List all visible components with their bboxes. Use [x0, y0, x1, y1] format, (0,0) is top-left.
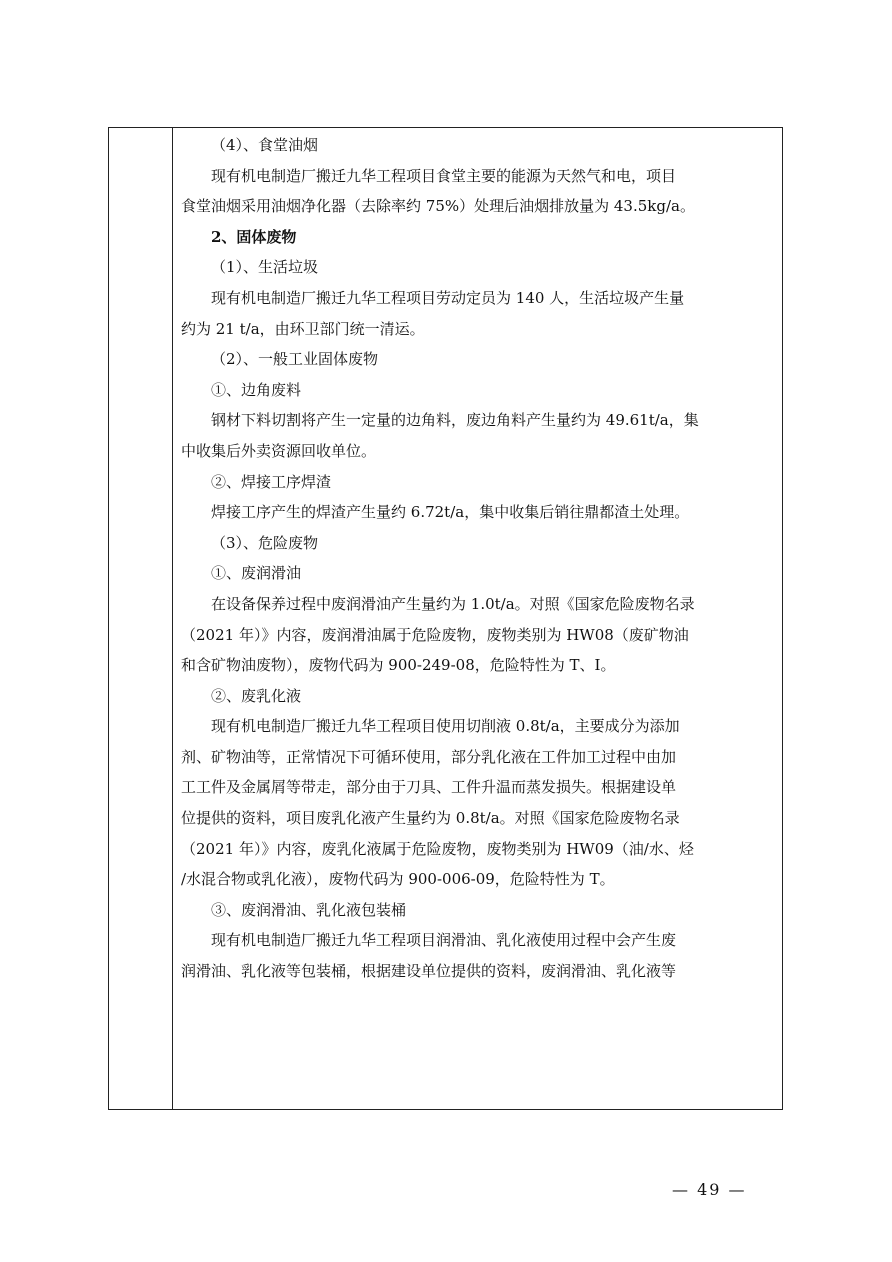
paragraph-line: （2021 年）》内容，废润滑油属于危险废物，废物类别为 HW08（废矿物油 — [181, 625, 689, 644]
left-column — [109, 128, 173, 1109]
paragraph-line: 在设备保养过程中废润滑油产生量约为 1.0t/a。对照《国家危险废物名录 — [211, 594, 695, 613]
content-table — [108, 127, 783, 1110]
paragraph-line: 食堂油烟采用油烟净化器（去除率约 75%）处理后油烟排放量为 43.5kg/a。 — [181, 197, 695, 216]
text-body — [181, 130, 777, 987]
page-number: — 49 — — [672, 1180, 747, 1199]
item-heading-packaging-drums: ③、废润滑油、乳化液包装桶 — [211, 900, 407, 919]
paragraph-line: /水混合物或乳化液），废物代码为 900-006-09，危险特性为 T。 — [181, 870, 615, 889]
section-heading-solid-waste: 2、固体废物 — [211, 227, 297, 246]
paragraph-line: 润滑油、乳化液等包装桶，根据建设单位提供的资料，废润滑油、乳化液等 — [181, 962, 677, 981]
paragraph-line: 焊接工序产生的焊渣产生量约 6.72t/a，集中收集后销往鼎都渣土处理。 — [211, 503, 690, 522]
paragraph-line: 位提供的资料，项目废乳化液产生量约为 0.8t/a。对照《国家危险废物名录 — [181, 809, 680, 828]
item-heading-waste-oil: ①、废润滑油 — [211, 564, 302, 583]
subheading-canteen-fumes: （4）、食堂油烟 — [211, 136, 319, 154]
paragraph-line: 现有机电制造厂搬迁九华工程项目劳动定员为 140 人，生活垃圾产生量 — [211, 288, 685, 307]
item-heading-welding-slag: ②、焊接工序焊渣 — [211, 472, 332, 491]
paragraph-line: 现有机电制造厂搬迁九华工程项目使用切削液 0.8t/a，主要成分为添加 — [211, 717, 680, 736]
paragraph-line: 现有机电制造厂搬迁九华工程项目食堂主要的能源为天然气和电，项目 — [211, 166, 677, 185]
paragraph-line: 约为 21 t/a，由环卫部门统一清运。 — [181, 319, 425, 338]
paragraph-line: 和含矿物油废物），废物代码为 900-249-08，危险特性为 T、I。 — [181, 656, 616, 675]
subheading-domestic-waste: （1）、生活垃圾 — [211, 258, 319, 277]
paragraph-line: 现有机电制造厂搬迁九华工程项目润滑油、乳化液使用过程中会产生废 — [211, 931, 677, 950]
subheading-industrial-waste: （2）、一般工业固体废物 — [211, 350, 379, 369]
item-heading-waste-emulsion: ②、废乳化液 — [211, 686, 302, 705]
paragraph-line: （2021 年）》内容，废乳化液属于危险废物，废物类别为 HW09（油/水、烃 — [181, 839, 694, 858]
subheading-hazardous-waste: （3）、危险废物 — [211, 533, 319, 552]
item-heading-scrap: ①、边角废料 — [211, 380, 302, 399]
paragraph-line: 中收集后外卖资源回收单位。 — [181, 441, 377, 460]
paragraph-line: 剂、矿物油等，正常情况下可循环使用，部分乳化液在工件加工过程中由加 — [181, 747, 677, 766]
paragraph-line: 工工件及金属屑等带走，部分由于刀具、工件升温而蒸发损失。根据建设单 — [181, 778, 677, 797]
paragraph-line: 钢材下料切割将产生一定量的边角料，废边角料产生量约为 49.61t/a，集 — [211, 411, 699, 430]
